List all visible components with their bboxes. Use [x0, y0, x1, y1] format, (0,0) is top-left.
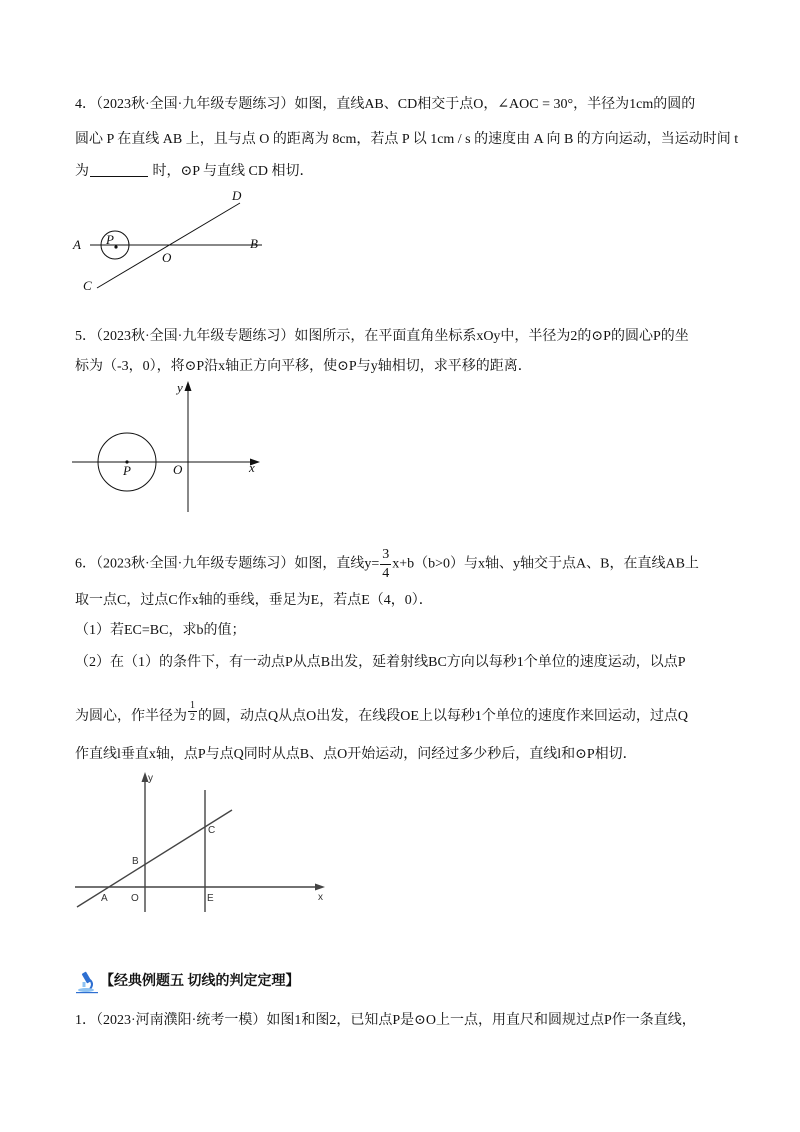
fraction-numerator: 3 — [382, 547, 390, 562]
label-o: O — [131, 893, 139, 904]
label-b: B — [132, 856, 139, 867]
label-a: A — [101, 893, 108, 904]
y-axis-arrow — [185, 381, 192, 391]
label-d: D — [232, 188, 242, 203]
p6-figure — [65, 768, 335, 918]
p4-figure — [65, 185, 275, 295]
x-axis-arrow — [315, 884, 325, 891]
center-dot-p — [114, 245, 117, 248]
answer-blank[interactable] — [90, 162, 148, 177]
p6-line1 — [75, 547, 699, 581]
label-p: P — [123, 463, 131, 478]
label-b: B — [250, 236, 258, 251]
label-a: A — [73, 237, 81, 252]
p5-line1: 5．（2023秋·全国·九年级专题练习）如图所示，在平面直角坐标系xOy中，半径为2的⊙P的圆心P的坐 — [75, 329, 689, 344]
label-e: E — [207, 893, 214, 904]
label-y: y — [148, 773, 153, 784]
p6-line1-pre: 6．（2023秋·全国·九年级专题练习）如图，直线y= — [75, 556, 380, 572]
label-x: x — [318, 892, 323, 903]
fraction-denominator: 2 — [190, 712, 195, 723]
section-title: 【经典例题五 切线的判定定理】 — [100, 974, 300, 989]
fraction-numerator: 1 — [190, 700, 195, 711]
fraction-three-quarters — [380, 548, 391, 581]
p4-line3 — [75, 162, 313, 182]
p4-line2: 圆心 P 在直线 AB 上，且与点 O 的距离为 8cm，若点 P 以 1cm / s 的速度由 A 向 B 的方向运动，当运动时间 t — [75, 132, 739, 147]
p6-line3: （1）若EC=BC，求b的值； — [75, 623, 246, 638]
p6-line6: 作直线l垂直x轴，点P与点Q同时从点B、点O开始运动，问经过多少秒后，直线l和⊙P相切． — [75, 747, 637, 762]
fraction-one-half — [188, 701, 197, 723]
p1-line1: 1．（2023·河南濮阳·统考一模）如图1和图2，已知点P是⊙O上一点，用直尺和圆规过点P作一条直线， — [75, 1013, 696, 1028]
section-header-icon-box — [75, 970, 99, 994]
p6-line1-post: x+b（b>0）与x轴、y轴交于点A、B，在直线AB上 — [392, 556, 699, 572]
fraction-denominator: 4 — [382, 566, 390, 581]
label-p: P — [106, 232, 114, 247]
p6-line5-post: 的圆，动点Q从点O出发，在线段OE上以每秒1个单位的速度作来回运动，过点Q — [198, 709, 688, 724]
p6-line2: 取一点C，过点C作x轴的垂线，垂足为E，若点E（4，0）． — [75, 593, 433, 608]
label-c: C — [208, 825, 216, 836]
p6-line5-pre: 为圆心，作半径为 — [75, 709, 187, 724]
microscope-icon — [75, 970, 99, 994]
p4-line1: 4．（2023秋·全国·九年级专题练习）如图，直线AB、CD相交于点O，∠AOC = 30°，半径为1cm的圆的 — [75, 97, 696, 112]
p5-line2: 标为（-3，0），将⊙P沿x轴正方向平移，使⊙P与y轴相切，求平移的距离． — [75, 359, 532, 374]
label-o: O — [162, 250, 172, 265]
label-x: x — [249, 460, 255, 475]
p5-figure — [65, 378, 270, 518]
p6-line4: （2）在（1）的条件下，有一动点P从点B出发，延着射线BC方向以每秒1个单位的速度运动，以点P — [75, 655, 686, 670]
label-y: y — [177, 380, 183, 395]
label-c: C — [83, 278, 92, 293]
label-o: O — [173, 462, 183, 477]
p6-line5 — [75, 700, 688, 724]
p4-line3-post: 时，⊙P 与直线 CD 相切． — [149, 164, 314, 179]
p4-line3-pre: 为 — [75, 164, 89, 179]
